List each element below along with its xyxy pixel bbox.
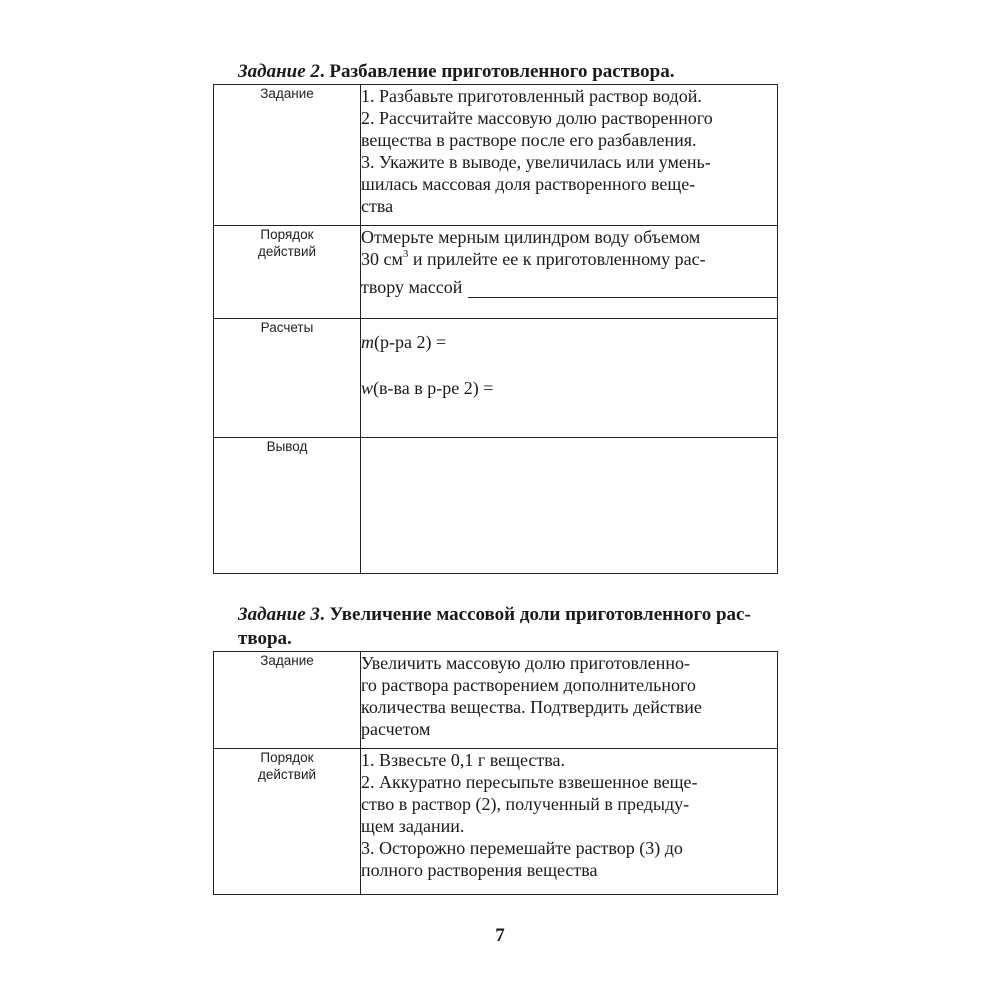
task3-heading-text: . Увеличение массовой доли приготовленного рас- [319,604,751,625]
row-label-conclusion: Вывод [214,438,361,574]
task3-task-text [361,652,778,749]
text-line: ство в раствор (2), полученный в предыду- [361,794,690,814]
text-line: 2. Аккуратно пересыпьте взвешенное веще- [361,772,698,792]
text-line: 3. Осторожно перемешайте раствор (3) до [361,838,683,858]
text-line: вещества в растворе после его разбавления. [361,130,697,150]
text-line: расчетом [361,719,431,739]
task2-procedure-text [361,226,778,319]
text-line: Увеличить массовую долю приготовленно- [361,653,690,673]
row-label-calculations: Расчеты [214,319,361,438]
row-label-task: Задание [214,652,361,749]
formula-variable: m [361,332,374,352]
task2-table [213,84,778,574]
task2-row-conclusion [214,438,778,574]
label-line: Порядок [260,227,314,242]
page-number: 7 [495,925,505,946]
task2-calculations-area[interactable] [361,319,778,438]
task2-row-calculations [214,319,778,438]
text-line: 1. Разбавьте приготовленный раствор водой. [361,86,702,106]
formula-solution-mass [361,331,777,353]
label-line: действий [257,767,317,782]
text-line: количества вещества. Подтвердить действие [361,697,702,717]
text-line: ства [361,196,394,216]
text-line [361,248,777,270]
task3-procedure-text [361,749,778,895]
task3-row-procedure [214,749,778,895]
task3-heading [238,603,778,651]
row-label-procedure [214,226,361,319]
task3-heading-text-cont: твора. [238,628,292,649]
text-line [361,276,777,298]
formula-variable: w [361,378,374,398]
mass-blank-field[interactable] [468,279,777,298]
task3-table [213,651,778,895]
text-line: 1. Взвесьте 0,1 г вещества. [361,750,565,770]
label-line: действий [257,244,317,259]
formula-text: (в-ва в р-ре 2) = [373,378,494,398]
text-line: Отмерьте мерным цилиндром воду объемом [361,227,701,247]
text-line: 3. Укажите в выводе, увеличилась или умень- [361,152,711,172]
formula-text: (р-ра 2) = [374,332,447,352]
text-line: шилась массовая доля растворенного веще- [361,174,696,194]
task3-heading-label: Задание 3 [238,604,320,625]
task2-row-task [214,85,778,226]
row-label-procedure [214,749,361,895]
task2-task-text [361,85,778,226]
row-label-task: Задание [214,85,361,226]
text-fragment: твору массой [361,277,463,297]
text-line: полного растворения вещества [361,860,598,880]
task2-heading-label: Задание 2 [238,61,320,82]
text-line: щем задании. [361,816,465,836]
text-fragment: и прилейте ее к приготовленному рас- [408,249,706,269]
task2-row-procedure [214,226,778,319]
volume-value: 30 см [361,249,403,269]
task3-row-task [214,652,778,749]
task2-conclusion-area[interactable] [361,438,778,574]
task2-heading-text: . Разбавление приготовленного раствора. [319,61,675,82]
volume-exponent: 3 [402,248,409,260]
label-line: Порядок [260,750,314,765]
text-line: 2. Рассчитайте массовую долю растворенного [361,108,713,128]
task2-heading [238,60,778,84]
formula-mass-fraction [361,377,777,399]
text-line: го раствора растворением дополнительного [361,675,696,695]
